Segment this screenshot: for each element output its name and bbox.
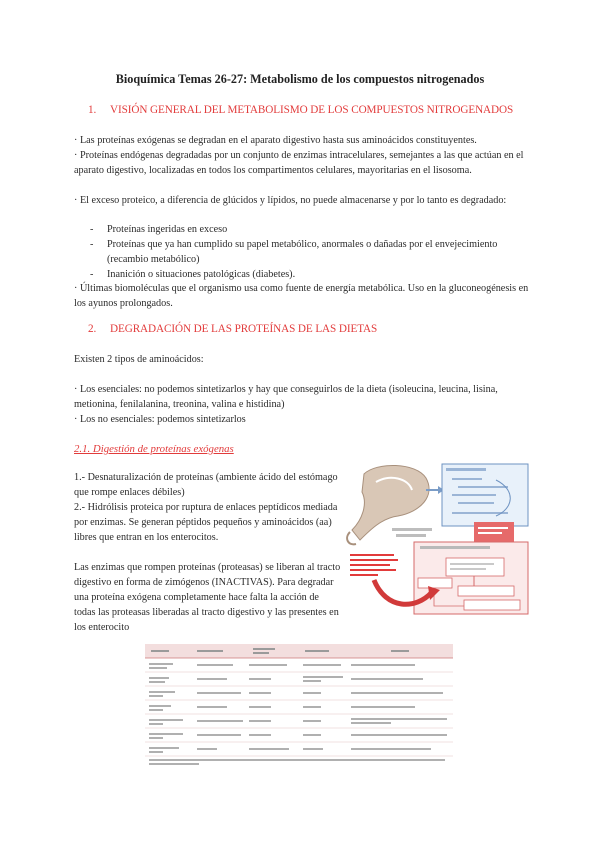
digestion-diagram-image — [346, 460, 530, 616]
section-1-paragraph-1: · Las proteínas exógenas se degradan en el aparato digestivo hasta sus aminoácidos constituyentes. — [74, 135, 477, 146]
section-2-1-heading: 2.1. Digestión de proteínas exógenas — [74, 443, 234, 455]
section-1-paragraph-4: · Últimas biomoléculas que el organismo usa como fuente de energía metabólica. Uso en la gluconeogénesis en los ayunos prolongados. — [74, 283, 529, 309]
section-2-heading — [88, 323, 377, 335]
section-2-paragraph-2: · Los no esenciales: podemos sintetizarlos — [74, 414, 246, 425]
section-1-number: 1. — [88, 104, 97, 116]
section-1-paragraph-2: · Proteínas endógenas degradadas por un conjunto de enzimas intracelulares, semejantes a las que actúan en el aparato digestivo, localizadas en todos los compartimentos celulares, mayoritarias en el lisosoma. — [74, 150, 524, 176]
section-1-bullet-list — [90, 222, 530, 282]
list-item: - Proteínas que ya han cumplido su papel metabólico, anormales o dañadas por el envejecimiento (recambio metabólico) — [90, 239, 498, 265]
section-1-heading — [88, 104, 513, 116]
section-2-intro: Existen 2 tipos de aminoácidos: — [74, 354, 204, 365]
section-1-paragraph-3: · El exceso proteico, a diferencia de glúcidos y lípidos, no puede almacenarse y por lo tanto es degradado: — [74, 195, 507, 206]
proteases-table-figure — [145, 644, 453, 767]
section-2-1-paragraph-1: 1.- Desnaturalización de proteínas (ambiente ácido del estómago que rompe enlaces débiles) — [74, 472, 338, 498]
document-title: Bioquímica Temas 26-27: Metabolismo de los compuestos nitrogenados — [115, 72, 485, 86]
section-1-title: VISIÓN GENERAL DEL METABOLISMO DE LOS COMPUESTOS NITROGENADOS — [110, 104, 514, 116]
list-item: - Inanición o situaciones patológicas (diabetes). — [90, 269, 296, 280]
section-2-title: DEGRADACIÓN DE LAS PROTEÍNAS DE LAS DIETAS — [110, 323, 378, 335]
section-2-paragraph-1: · Los esenciales: no podemos sintetizarlos y hay que conseguirlos de la dieta (isoleucina, leucina, lisina, metionina, fenilalanina, treonina, valina e histidina) — [74, 384, 498, 410]
section-2-1-paragraph-3: Las enzimas que rompen proteínas (proteasas) se liberan al tracto digestivo en forma de zimógenos (INACTIVAS). Para degradar una proteína exógena completamente hace falta la acción de todas las proteasas liberadas al tracto digestivo y las presentes en los enterocito — [74, 562, 341, 633]
section-2-1-paragraph-2: 2.- Hidrólisis proteica por ruptura de enlaces peptídicos mediada por enzimas. Se generan péptidos pequeños y aminoácidos (aa) libres que entran en los enterocitos. — [74, 502, 338, 543]
proteases-table-image — [145, 644, 453, 767]
digestion-diagram-figure — [346, 460, 530, 616]
section-2-number: 2. — [88, 323, 97, 335]
list-item: - Proteínas ingeridas en exceso — [90, 224, 228, 235]
